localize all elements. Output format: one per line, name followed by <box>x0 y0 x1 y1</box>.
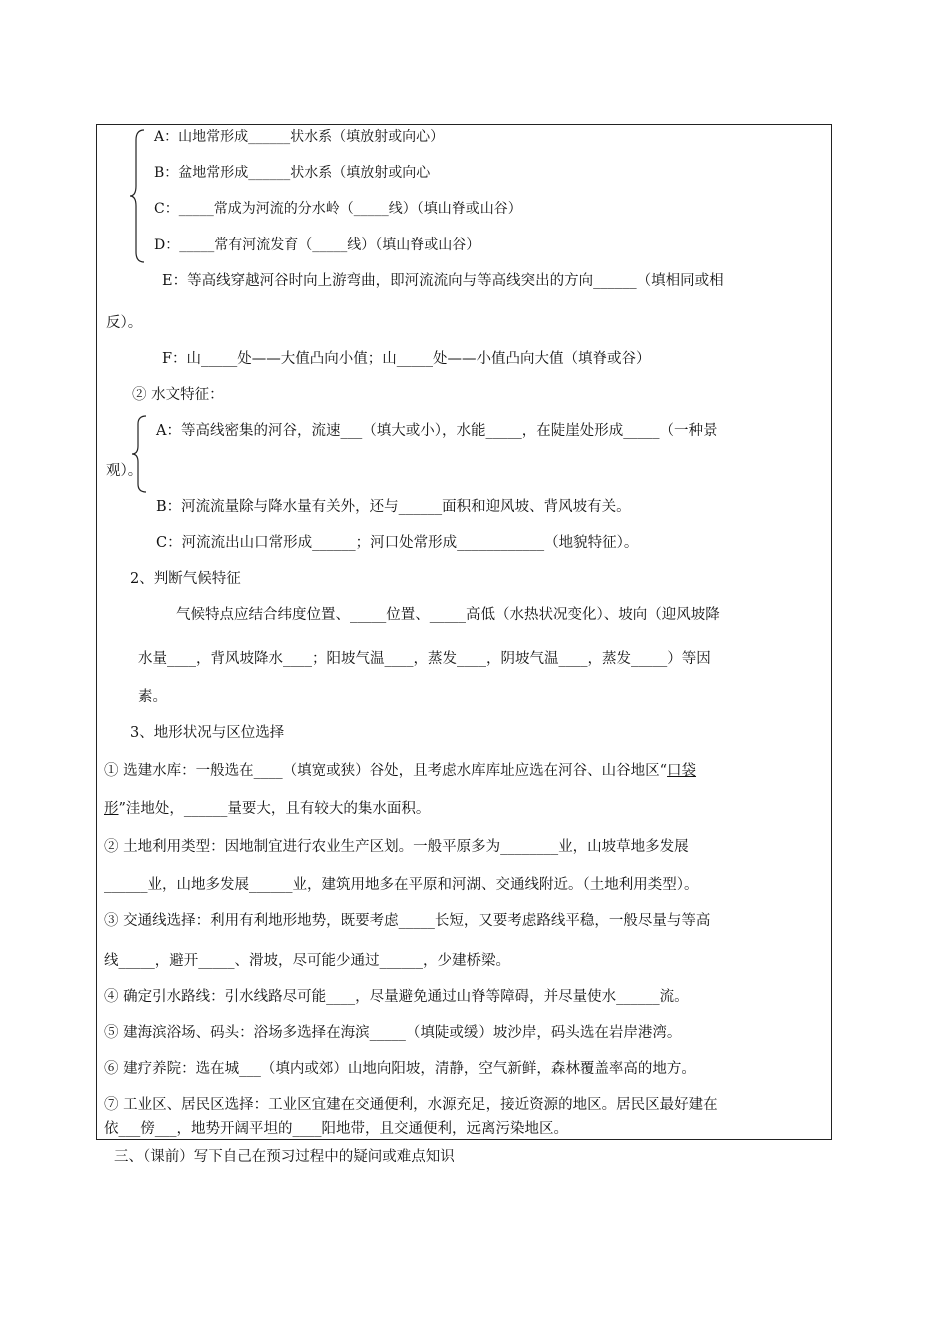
hydrology-heading: ② 水文特征： <box>132 387 224 403</box>
transport-line2: 线_____，避开_____、滑坡，尽可能少通过______，少建桥梁。 <box>104 953 510 969</box>
reservoir-text: ① 选建水库：一般选在____（填宽或狭）谷处，且考虑水库库址应选在河谷、山谷地区“ <box>104 763 668 779</box>
industry-line2: 依___傍___，地势开阔平坦的____阳地带，且交通便利，远离污染地区。 <box>104 1121 568 1137</box>
brace-hydrology <box>130 414 150 494</box>
landform-b: B：盆地常形成______状水系（填放射或向心 <box>154 165 431 181</box>
reservoir-line2 <box>104 800 430 818</box>
landform-d: D：_____常有河流发育（_____线）（填山脊或山谷） <box>154 237 481 253</box>
landform-a: A：山地常形成______状水系（填放射或向心） <box>154 129 445 145</box>
hydrology-a-line2: 观）。 <box>106 463 143 479</box>
land-use-line2: ______业，山地多发展______业，建筑用地多在平原和河湖、交通线附近。（土地利用类型）。 <box>104 877 699 893</box>
brace-landform <box>128 128 148 264</box>
beach-port: ⑤ 建海滨浴场、码头：浴场多选择在海滨_____（填陡或缓）坡沙岸，码头选在岩岸港湾。 <box>104 1025 682 1041</box>
climate-heading: 2、判断气候特征 <box>130 571 241 587</box>
reservoir-text-2: ”洼地处，______量要大，且有较大的集水面积。 <box>118 801 431 817</box>
location-heading: 3、地形状况与区位选择 <box>130 725 285 741</box>
landform-e-line1: E：等高线穿越河谷时向上游弯曲，即河流流向与等高线突出的方向______（填相同或相 <box>162 273 724 289</box>
land-use-line1: ② 土地利用类型：因地制宜进行农业生产区划。一般平原多为________业，山坡草地多发展 <box>104 839 689 855</box>
hydrology-b: B：河流流量除与降水量有关外，还与______面积和迎风坡、背风坡有关。 <box>156 499 631 515</box>
section-three-heading: 三、（课前）写下自己在预习过程中的疑问或难点知识 <box>114 1149 455 1165</box>
sanatorium: ⑥ 建疗养院：选在城___（填内或郊）山地向阳坡，清静，空气新鲜，森林覆盖率高的地方。 <box>104 1061 696 1077</box>
climate-line3: 素。 <box>138 689 167 705</box>
reservoir-line1 <box>104 762 696 780</box>
climate-line1: 气候特点应结合纬度位置、_____位置、_____高低（水热状况变化）、坡向（迎风坡降 <box>176 607 720 623</box>
reservoir-underlined-1: 口袋 <box>667 763 697 779</box>
climate-line2: 水量____，背风坡降水____；阳坡气温____，蒸发____，阴坡气温____，蒸发_____）等因 <box>138 651 711 667</box>
industry-line1: ⑦ 工业区、居民区选择：工业区宜建在交通便利，水源充足，接近资源的地区。居民区最好建在 <box>104 1097 718 1113</box>
transport-line1: ③ 交通线选择：利用有利地形地势，既要考虑_____长短，又要考虑路线平稳，一般尽量与等高 <box>104 913 711 929</box>
water-diversion: ④ 确定引水路线：引水线路尽可能____，尽量避免通过山脊等障碍，并尽量使水______流。 <box>104 989 689 1005</box>
hydrology-a-line1: A：等高线密集的河谷，流速___（填大或小），水能_____，在陡崖处形成_____（一种景 <box>156 423 718 439</box>
landform-e-line2: 反）。 <box>106 315 143 331</box>
landform-c: C：_____常成为河流的分水岭（_____线）（填山脊或山谷） <box>154 201 522 217</box>
landform-f: F：山_____处——大值凸向小值；山_____处——小值凸向大值（填脊或谷） <box>162 351 651 367</box>
reservoir-underlined-2: 形 <box>104 801 119 817</box>
hydrology-c: C：河流流出山口常形成______；河口处常形成____________（地貌特征）。 <box>156 535 639 551</box>
